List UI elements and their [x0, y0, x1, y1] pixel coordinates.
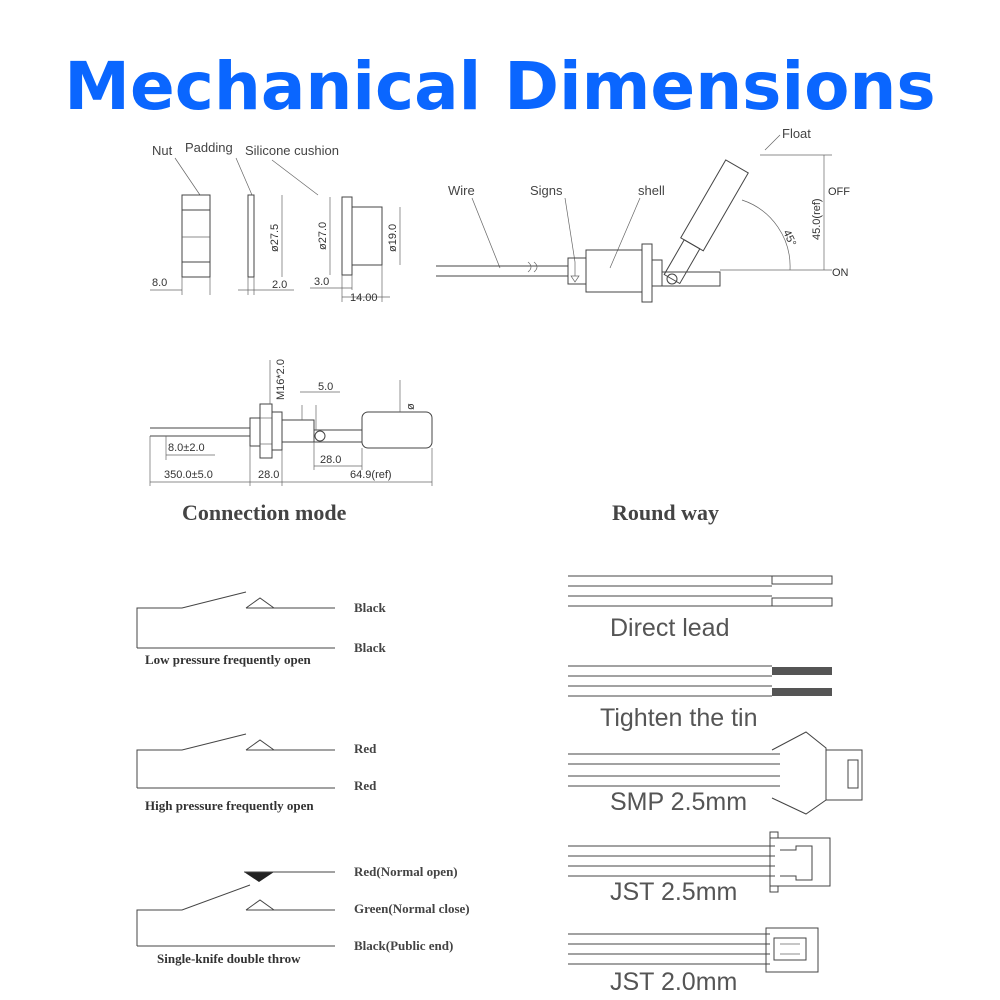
- wire-label: Red(Normal open): [354, 864, 458, 879]
- round-way-label: SMP 2.5mm: [610, 788, 748, 816]
- connection-mode-title: Connection mode: [182, 500, 347, 525]
- connection-mode-high-pressure: [137, 734, 377, 813]
- wire-label: Black(Public end): [354, 938, 454, 953]
- off-label: OFF: [828, 186, 850, 198]
- side-view-drawing: [150, 359, 432, 486]
- connection-caption: High pressure frequently open: [145, 798, 314, 813]
- round-way-jst-20: [568, 928, 818, 996]
- round-way-title: Round way: [612, 500, 719, 525]
- round-way-direct-lead: [568, 576, 832, 642]
- page-title: Mechanical Dimensions: [64, 48, 936, 125]
- signs-label: Signs: [530, 183, 563, 198]
- padding-drawing: [238, 195, 294, 295]
- connection-mode-low-pressure: [137, 592, 387, 667]
- body-dim: 28.0: [258, 469, 280, 481]
- float-length-dim: 64.9(ref): [350, 469, 392, 481]
- float-diameter-dim: ø: [405, 403, 417, 410]
- round-way-tighten-tin: [568, 666, 832, 732]
- connection-caption: Single-knife double throw: [157, 951, 301, 966]
- cushion-total-dim: 14.00: [350, 292, 378, 304]
- round-way-label: JST 2.5mm: [610, 878, 738, 906]
- wire-label: Red: [354, 778, 377, 793]
- wire-label: Green(Normal close): [354, 901, 470, 916]
- nut-width-dim: 8.0: [152, 277, 168, 289]
- shell-label: shell: [638, 183, 665, 198]
- thread-dim: M16*2.0: [275, 359, 287, 400]
- wire-label: Wire: [448, 183, 475, 198]
- round-way-smp: [568, 732, 862, 816]
- wire-label: Black: [354, 640, 386, 655]
- padding-diameter-dim: ø27.5: [269, 223, 281, 252]
- assembled-sensor-drawing: [436, 126, 850, 302]
- strip-dim: 8.0±2.0: [168, 442, 205, 454]
- arm-dim: 28.0: [320, 454, 342, 466]
- cushion-diameter-dim: ø27.0: [317, 221, 329, 250]
- cushion-inner-diameter-dim: ø19.0: [387, 223, 399, 252]
- silicone-cushion-label: Silicone cushion: [245, 143, 339, 158]
- padding-label: Padding: [185, 140, 233, 155]
- gap-dim: 5.0: [318, 381, 334, 393]
- wire-label: Black: [354, 600, 386, 615]
- on-label: ON: [832, 267, 849, 279]
- connection-mode-spdt: [137, 864, 470, 966]
- round-way-label: Direct lead: [610, 614, 730, 642]
- round-way-jst-25: [568, 832, 830, 906]
- angle-dim: 45°: [780, 228, 799, 249]
- cushion-drawing: [310, 197, 400, 304]
- connection-caption: Low pressure frequently open: [145, 652, 311, 667]
- round-way-label: Tighten the tin: [600, 704, 758, 732]
- nut-drawing: [150, 195, 210, 295]
- cushion-width-dim: 3.0: [314, 276, 330, 288]
- round-way-label: JST 2.0mm: [610, 968, 738, 996]
- wire-label: Red: [354, 741, 377, 756]
- wire-length-dim: 350.0±5.0: [164, 469, 213, 481]
- float-label: Float: [782, 126, 811, 141]
- padding-width-dim: 2.0: [272, 279, 288, 291]
- nut-label: Nut: [152, 143, 173, 158]
- height-dim: 45.0(ref): [811, 198, 823, 240]
